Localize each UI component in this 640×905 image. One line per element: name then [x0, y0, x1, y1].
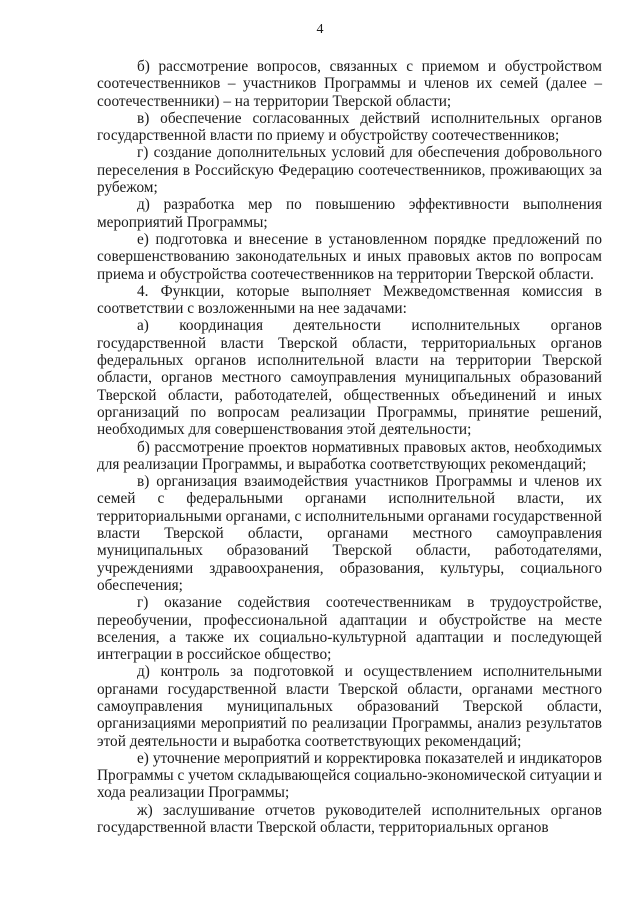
paragraph-e-legal-proposals: е) подготовка и внесение в установленном порядке предложений по совершенствованию законодательных и иных правовых актов по вопросам приема и обустройства соотечественников на территории Тверской области. — [97, 230, 602, 283]
section-4-functions-heading: 4. Функции, которые выполняет Межведомственная комиссия в соответствии с возложенными на нее задачами: — [97, 282, 602, 318]
page-number: 4 — [316, 22, 324, 37]
paragraph-zh-reports: ж) заслушивание отчетов руководителей исполнительных органов государственной власти Тверской области, территориальных органов — [97, 801, 602, 837]
paragraph-v-interaction: в) организация взаимодействия участников Программы и членов их семей с федеральными органами исполнительной власти, их территориальными органами, с исполнительными органами государственной власти Тверской области, органами местного самоуправления муниципальных образований Тверской области, работодателями, учреждениями здравоохранения, образования, культуры, социального обеспечения; — [97, 473, 602, 594]
paragraph-e-refinement: е) уточнение мероприятий и корректировка показателей и индикаторов Программы с учетом складывающейся социально-экономической ситуации и хода реализации Программы; — [97, 749, 602, 802]
paragraph-g-assistance: г) оказание содействия соотечественникам в трудоустройстве, переобучении, профессиональной адаптации и обустройстве на месте вселения, а также их социально-культурной адаптации и последующей интеграции в российское общество; — [97, 594, 602, 664]
paragraph-d-efficiency-measures: д) разработка мер по повышению эффективности выполнения мероприятий Программы; — [97, 196, 602, 231]
paragraph-v-coordinated-actions: в) обеспечение согласованных действий исполнительных органов государственной власти по приему и обустройству соотечественников; — [97, 109, 602, 145]
paragraph-b-draft-acts: б) рассмотрение проектов нормативных правовых актов, необходимых для реализации Программы, и выработка соответствующих рекомендаций; — [97, 438, 602, 473]
paragraph-b-consideration: б) рассмотрение вопросов, связанных с приемом и обустройством соотечественников – участников Программы и членов их семей (далее – соотечественники) – на территории Тверской области; — [97, 58, 602, 110]
paragraph-a-coordination: а) координация деятельности исполнительных органов государственной власти Тверской области, территориальных органов федеральных органов исполнительной власти на территории Тверской области, органов местного самоуправления муниципальных образований Тверской области, работодателей, общественных объединений и иных организаций по вопросам реализации Программы, принятие решений, необходимых для совершенствования этой деятельности; — [97, 317, 602, 439]
document-body — [97, 58, 602, 836]
paragraph-d-control: д) контроль за подготовкой и осуществлением исполнительными органами государственной власти Тверской области, органами местного самоуправления муниципальных образований Тверской области, организациями мероприятий по реализации Программы, анализ результатов этой деятельности и выработка соответствующих рекомендаций; — [97, 663, 602, 750]
paragraph-g-additional-conditions: г) создание дополнительных условий для обеспечения добровольного переселения в Российскую Федерацию соотечественников, проживающих за рубежом; — [97, 144, 602, 197]
